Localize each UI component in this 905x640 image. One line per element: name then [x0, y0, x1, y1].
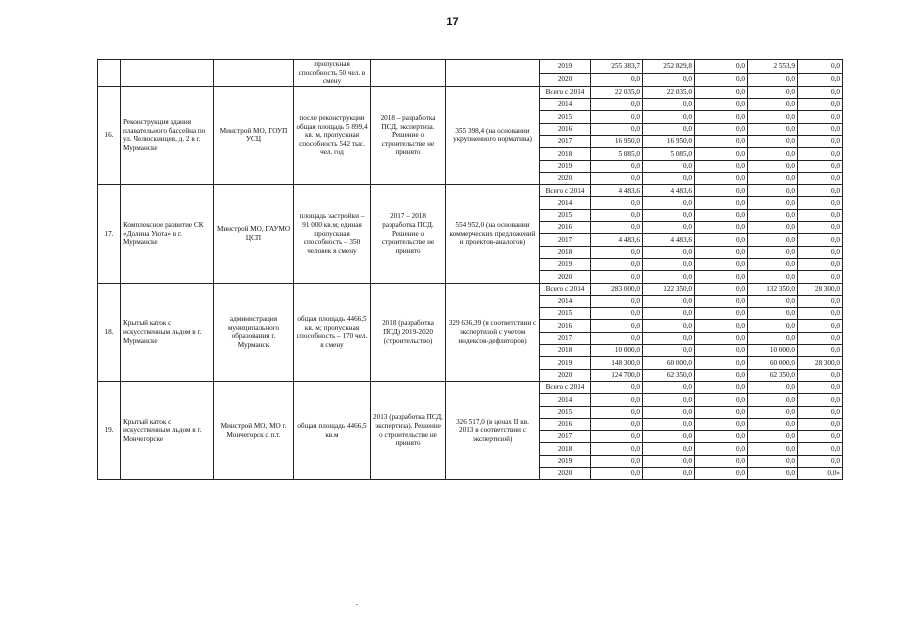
value-cell: 0,0	[695, 185, 748, 197]
value-cell: 0,0	[798, 172, 843, 184]
value-cell: 10 000,0	[748, 345, 798, 357]
value-cell: 0,0	[695, 295, 748, 307]
project-capacity: общая площадь 4466,5 кв.м	[294, 381, 371, 479]
value-cell: 0,0	[591, 332, 643, 344]
value-cell: 0,0	[695, 345, 748, 357]
value-cell: 0,0	[591, 467, 643, 479]
value-cell: 0,0	[798, 185, 843, 197]
value-cell: 122 350,0	[643, 283, 695, 295]
value-cell: 0,0	[798, 381, 843, 393]
value-cell: 0,0	[748, 185, 798, 197]
value-cell: 0,0	[591, 197, 643, 209]
project-cost: 355 398,4 (на основании укрупненного норматива)	[446, 86, 540, 184]
value-cell: 0,0	[798, 332, 843, 344]
value-cell: 0,0	[798, 258, 843, 270]
project-capacity: площадь застройки – 91 000 кв.м; единая пропускная способность – 350 человек в смену	[294, 185, 371, 283]
value-cell: 2 553,9	[748, 60, 798, 74]
value-cell: 0,0	[643, 246, 695, 258]
value-cell: 0,0	[798, 308, 843, 320]
value-cell: 0,0	[798, 418, 843, 430]
value-cell: 0,0	[643, 345, 695, 357]
value-cell: 28 300,0	[798, 357, 843, 369]
value-cell: 0,0	[748, 172, 798, 184]
value-cell: 0,0	[643, 431, 695, 443]
value-cell: 4 483,6	[591, 185, 643, 197]
value-cell: 0,0	[695, 283, 748, 295]
year-cell: 2016	[540, 320, 591, 332]
value-cell: 0,0	[748, 135, 798, 147]
year-cell: 2017	[540, 135, 591, 147]
value-cell: 16 950,0	[643, 135, 695, 147]
project-cost: 554 952,0 (на основании коммерческих предложений и проектов-аналогов)	[446, 185, 540, 283]
value-cell: 0,0	[591, 455, 643, 467]
value-cell: 0,0	[798, 246, 843, 258]
value-cell: 0,0	[591, 123, 643, 135]
value-cell: 0,0	[643, 258, 695, 270]
value-cell: 0,0	[695, 357, 748, 369]
value-cell: 0,0	[798, 271, 843, 283]
project-cost: 329 636,39 (в соответствии с экспертизой с учетом индексов-дефляторов)	[446, 283, 540, 381]
table-body	[98, 60, 843, 480]
value-cell: 4 483,6	[591, 234, 643, 246]
value-cell: 5 085,0	[643, 148, 695, 160]
project-capacity: общая площадь 4466,5 кв. м; пропускная способность – 170 чел. в смену	[294, 283, 371, 381]
value-cell: 10 000,0	[591, 345, 643, 357]
year-cell: 2018	[540, 148, 591, 160]
value-cell: 0,0	[643, 172, 695, 184]
value-cell: 0,0	[591, 222, 643, 234]
value-cell: 0,0	[798, 443, 843, 455]
year-cell: Всего с 2014	[540, 381, 591, 393]
project-capacity: пропускная способность 50 чел. в смену	[294, 60, 371, 87]
value-cell: 0,0	[643, 455, 695, 467]
value-cell: 0,0	[798, 148, 843, 160]
value-cell: 0,0	[798, 60, 843, 74]
value-cell: 0,0	[798, 234, 843, 246]
value-cell: 0,0	[591, 431, 643, 443]
year-cell: 2015	[540, 406, 591, 418]
value-cell: 0,0	[643, 308, 695, 320]
value-cell: 0,0	[695, 467, 748, 479]
year-cell: 2014	[540, 197, 591, 209]
value-cell: 0,0	[748, 418, 798, 430]
value-cell: 0,0	[695, 172, 748, 184]
project-name: Крытый каток с искусственным льдом в г. Мурманске	[121, 283, 214, 381]
value-cell: 4 483,6	[643, 185, 695, 197]
value-cell: 0,0	[591, 443, 643, 455]
value-cell: 0,0	[695, 332, 748, 344]
value-cell: 0,0	[748, 123, 798, 135]
project-number: 16.	[98, 86, 121, 184]
table-row	[98, 60, 843, 74]
value-cell: 0,0	[748, 73, 798, 86]
year-cell: 2018	[540, 345, 591, 357]
project-capacity: после реконструкции общая площадь 5 899,4 кв. м, пропускная способность 542 тыс. чел. год	[294, 86, 371, 184]
value-cell: 0,0	[591, 406, 643, 418]
value-cell: 0,0	[748, 258, 798, 270]
year-cell: 2017	[540, 234, 591, 246]
value-cell: 0,0	[643, 418, 695, 430]
scan-speck	[356, 604, 358, 605]
value-cell: 0,0	[695, 271, 748, 283]
value-cell: 0,0	[643, 406, 695, 418]
year-cell: 2020	[540, 172, 591, 184]
value-cell: 0,0	[748, 271, 798, 283]
value-cell: 0,0	[695, 369, 748, 381]
value-cell: 0,0	[748, 197, 798, 209]
value-cell: 0,0	[643, 209, 695, 221]
value-cell: 0,0	[748, 320, 798, 332]
project-number: 18.	[98, 283, 121, 381]
value-cell: 0,0	[591, 271, 643, 283]
value-cell: 0,0	[798, 320, 843, 332]
value-cell: 283 000,0	[591, 283, 643, 295]
project-customer: Минстрой МО, ГАУМО ЦСП	[214, 185, 294, 283]
value-cell: 0,0	[748, 443, 798, 455]
project-customer	[214, 60, 294, 87]
page-number: 17	[446, 16, 459, 28]
value-cell: 0,0	[695, 308, 748, 320]
year-cell: 2015	[540, 308, 591, 320]
year-cell: 2020	[540, 271, 591, 283]
value-cell: 0,0	[695, 320, 748, 332]
value-cell: 0,0	[748, 111, 798, 123]
value-cell: 0,0	[643, 332, 695, 344]
project-number	[98, 60, 121, 87]
year-cell: Всего с 2014	[540, 86, 591, 98]
value-cell: 0,0	[798, 222, 843, 234]
value-cell: 252 829,8	[643, 60, 695, 74]
project-number: 19.	[98, 381, 121, 479]
project-stage: 2017 – 2018 разработка ПСД. Решение о строительстве не принято	[371, 185, 446, 283]
year-cell: 2015	[540, 111, 591, 123]
project-name: Реконструкция здания плавательного бассейна по ул. Челюскинцев, д. 2 в г. Мурманске	[121, 86, 214, 184]
value-cell: 0,0	[695, 60, 748, 74]
value-cell: 0,0	[591, 99, 643, 111]
year-cell: 2016	[540, 222, 591, 234]
project-stage: 2013 (разработка ПСД, экспертиза). Решение о строительстве не принято	[371, 381, 446, 479]
value-cell: 0,0	[748, 431, 798, 443]
value-cell: 0,0	[798, 431, 843, 443]
year-cell: 2016	[540, 418, 591, 430]
value-cell: 0,0	[643, 271, 695, 283]
value-cell: 60 000,0	[748, 357, 798, 369]
year-cell: Всего с 2014	[540, 283, 591, 295]
year-cell: 2017	[540, 431, 591, 443]
value-cell: 0,0	[695, 381, 748, 393]
value-cell: 0,0	[695, 258, 748, 270]
value-cell: 0,0	[695, 197, 748, 209]
value-cell: 0,0	[695, 111, 748, 123]
value-cell: 0,0	[695, 418, 748, 430]
value-cell: 0,0	[643, 99, 695, 111]
value-cell: 0,0	[748, 86, 798, 98]
value-cell: 0,0	[748, 295, 798, 307]
value-cell: 0,0	[643, 467, 695, 479]
value-cell: 62 350,0	[748, 369, 798, 381]
year-cell: 2019	[540, 160, 591, 172]
value-cell: 0,0	[643, 394, 695, 406]
value-cell: 0,0	[798, 111, 843, 123]
value-cell: 0,0	[695, 73, 748, 86]
value-cell: 0,0	[591, 381, 643, 393]
project-name: Комплексное развитие СК «Долина Уюта» в г. Мурманске	[121, 185, 214, 283]
year-cell: 2020	[540, 73, 591, 86]
value-cell: 255 383,7	[591, 60, 643, 74]
value-cell: 0,0	[695, 222, 748, 234]
year-cell: 2019	[540, 60, 591, 74]
value-cell: 0,0	[798, 209, 843, 221]
value-cell: 0,0	[748, 308, 798, 320]
value-cell: 0,0	[643, 295, 695, 307]
value-cell: 4 483,6	[643, 234, 695, 246]
value-cell: 0,0	[591, 172, 643, 184]
value-cell: 0,0	[591, 111, 643, 123]
value-cell: 22 035,0	[643, 86, 695, 98]
value-cell: 0,0	[695, 431, 748, 443]
value-cell: 0,0	[695, 209, 748, 221]
value-cell: 0,0	[591, 394, 643, 406]
value-cell: 60 000,0	[643, 357, 695, 369]
value-cell: 0,0	[748, 234, 798, 246]
value-cell: 0,0	[643, 123, 695, 135]
value-cell: 0,0	[798, 369, 843, 381]
year-cell: 2019	[540, 357, 591, 369]
value-cell: 62 350,0	[643, 369, 695, 381]
value-cell: 0,0	[643, 111, 695, 123]
value-cell: 0,0	[798, 197, 843, 209]
project-cost	[446, 60, 540, 87]
year-cell: 2014	[540, 394, 591, 406]
value-cell: 0,0	[591, 258, 643, 270]
value-cell: 22 035,0	[591, 86, 643, 98]
project-customer: Минстрой МО, ГОУП УСЦ	[214, 86, 294, 184]
value-cell: 0,0	[643, 381, 695, 393]
value-cell: 0,0	[748, 406, 798, 418]
project-customer: администрация муниципального образования г. Мурманск	[214, 283, 294, 381]
table-row	[98, 86, 843, 98]
value-cell: 0,0	[591, 320, 643, 332]
year-cell: 2016	[540, 123, 591, 135]
value-cell: 0,0	[643, 320, 695, 332]
value-cell: 0,0	[695, 246, 748, 258]
project-name: Крытый каток с искусственным льдом в г. Мончегорске	[121, 381, 214, 479]
value-cell: 0,0	[695, 234, 748, 246]
year-cell: Всего с 2014	[540, 185, 591, 197]
value-cell: 0,0	[695, 99, 748, 111]
value-cell: 0,0	[591, 418, 643, 430]
value-cell: 0,0	[798, 160, 843, 172]
value-cell: 0,0	[748, 148, 798, 160]
value-cell: 16 950,0	[591, 135, 643, 147]
year-cell: 2018	[540, 246, 591, 258]
value-cell: 0,0	[748, 222, 798, 234]
year-cell: 2015	[540, 209, 591, 221]
value-cell: 28 300,0	[798, 283, 843, 295]
value-cell: 0,0	[695, 86, 748, 98]
project-stage: 2018 – разработка ПСД, экспертиза. Решение о строительстве не принято	[371, 86, 446, 184]
value-cell: 0,0	[798, 345, 843, 357]
value-cell: 148 300,0	[591, 357, 643, 369]
value-cell: 5 085,0	[591, 148, 643, 160]
project-stage: 2018 (разработка ПСД) 2019-2020 (строительство)	[371, 283, 446, 381]
value-cell: 0,0	[591, 308, 643, 320]
value-cell: 0,0	[695, 394, 748, 406]
value-cell: 0,0	[695, 443, 748, 455]
value-cell: 0,0	[695, 455, 748, 467]
value-cell: 0,0	[695, 406, 748, 418]
value-cell: 0,0	[695, 123, 748, 135]
value-cell: 0,0	[748, 467, 798, 479]
value-cell: 0,0	[748, 394, 798, 406]
year-cell: 2017	[540, 332, 591, 344]
value-cell: 0,0	[798, 99, 843, 111]
value-cell: 0,0	[695, 148, 748, 160]
table-row	[98, 283, 843, 295]
project-cost: 326 517,0 (в ценах II кв. 2013 в соответствии с экспертизой)	[446, 381, 540, 479]
project-customer: Минстрой МО, МО г. Мончегорск с п.т.	[214, 381, 294, 479]
value-cell: 124 700,0	[591, 369, 643, 381]
value-cell: 0,0	[748, 99, 798, 111]
value-cell: 0,0	[748, 455, 798, 467]
year-cell: 2014	[540, 99, 591, 111]
construction-table	[97, 59, 843, 480]
value-cell: 0,0	[798, 86, 843, 98]
value-cell: 0,0	[591, 209, 643, 221]
value-cell: 0,0	[591, 73, 643, 86]
value-cell: 0,0»	[798, 467, 843, 479]
value-cell: 0,0	[798, 73, 843, 86]
value-cell: 132 350,0	[748, 283, 798, 295]
value-cell: 0,0	[748, 246, 798, 258]
year-cell: 2020	[540, 369, 591, 381]
value-cell: 0,0	[591, 160, 643, 172]
year-cell: 2019	[540, 455, 591, 467]
value-cell: 0,0	[591, 295, 643, 307]
value-cell: 0,0	[748, 209, 798, 221]
value-cell: 0,0	[798, 123, 843, 135]
project-stage	[371, 60, 446, 87]
year-cell: 2018	[540, 443, 591, 455]
value-cell: 0,0	[643, 160, 695, 172]
year-cell: 2014	[540, 295, 591, 307]
value-cell: 0,0	[798, 455, 843, 467]
value-cell: 0,0	[591, 246, 643, 258]
year-cell: 2019	[540, 258, 591, 270]
value-cell: 0,0	[643, 197, 695, 209]
value-cell: 0,0	[748, 160, 798, 172]
value-cell: 0,0	[798, 135, 843, 147]
value-cell: 0,0	[643, 443, 695, 455]
table-row	[98, 185, 843, 197]
value-cell: 0,0	[748, 332, 798, 344]
value-cell: 0,0	[643, 73, 695, 86]
value-cell: 0,0	[695, 160, 748, 172]
value-cell: 0,0	[798, 394, 843, 406]
project-number: 17.	[98, 185, 121, 283]
value-cell: 0,0	[643, 222, 695, 234]
project-name	[121, 60, 214, 87]
value-cell: 0,0	[748, 381, 798, 393]
value-cell: 0,0	[798, 406, 843, 418]
value-cell: 0,0	[695, 135, 748, 147]
table-row	[98, 381, 843, 393]
value-cell: 0,0	[798, 295, 843, 307]
year-cell: 2020	[540, 467, 591, 479]
